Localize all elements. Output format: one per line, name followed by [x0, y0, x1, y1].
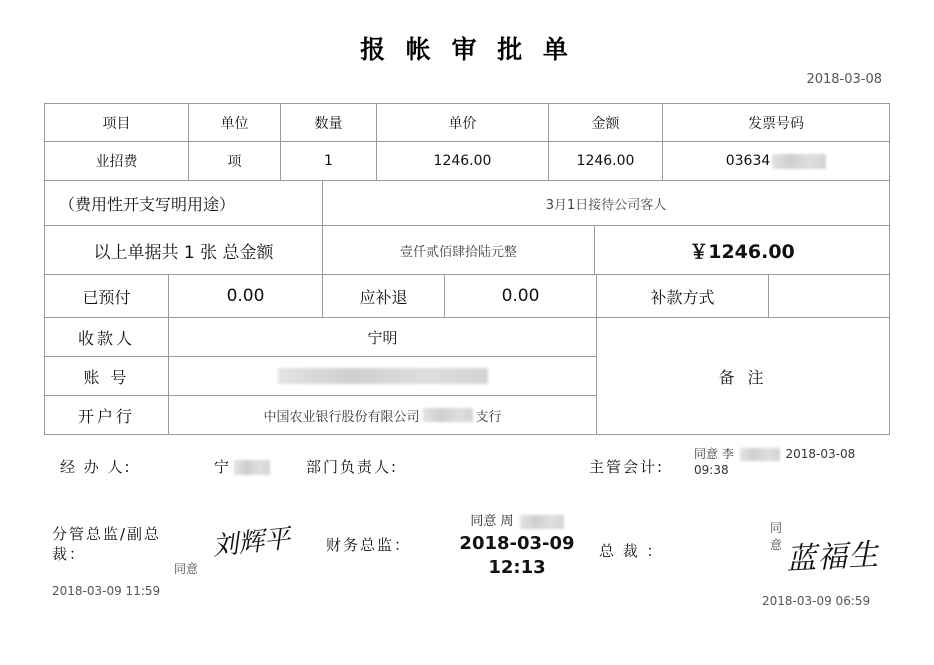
purpose-row [45, 181, 889, 226]
chief-accountant-approval-text: 同意 李 [694, 447, 734, 461]
redaction-bar-cfo [520, 515, 564, 529]
cfo-date: 2018-03-09 [459, 533, 575, 554]
payee-bank-label: 开户行 [45, 396, 169, 434]
column-header-invoice-number: 发票号码 [748, 115, 804, 132]
handler-value [214, 456, 270, 477]
signature-row-primary [44, 442, 904, 492]
handler-name-text: 宁 [214, 458, 230, 476]
invoice-number-text: 03634 [725, 153, 771, 169]
remark-label: 备 注 [718, 367, 768, 387]
approval-table [44, 103, 890, 435]
cfo-label: 财务总监： [326, 536, 412, 554]
handler-label: 经 办 人: [60, 458, 132, 476]
refund-label: 应补退 [323, 275, 445, 317]
redaction-bar-handler [234, 460, 270, 475]
column-header-project: 项目 [45, 104, 189, 141]
settlement-row [45, 275, 889, 318]
vp-agree-text: 同意 [174, 562, 199, 576]
total-label: 以上单据共 1 张 总金额 [45, 226, 323, 274]
total-in-words: 壹仟贰佰肆拾陆元整 [323, 226, 595, 274]
cell-invoice-number [663, 142, 889, 180]
total-amount: ￥1246.00 [689, 240, 795, 263]
total-row [45, 226, 889, 275]
purpose-value: 3月1日接待公司客人 [545, 197, 667, 213]
cell-project: 业招费 [45, 142, 189, 180]
refund-value: 0.00 [445, 275, 597, 317]
cell-unit: 项 [189, 142, 281, 180]
column-header-unit: 单位 [189, 104, 281, 141]
redaction-bar-invoice [772, 154, 826, 169]
vp-signature: 刘辉平 [210, 523, 292, 562]
remark-cell [597, 318, 889, 434]
payee-name-label: 收款人 [45, 318, 169, 356]
payee-name-row [45, 318, 596, 357]
payment-method-label: 补款方式 [597, 275, 769, 317]
redaction-bar-accountant [740, 448, 780, 461]
ceo-signature: 蓝福生 [785, 537, 881, 578]
column-header-quantity: 数量 [281, 104, 377, 141]
cfo-time: 12:13 [488, 557, 546, 578]
chief-accountant-label: 主管会计: [589, 458, 665, 476]
cfo-approval [442, 510, 592, 529]
vp-label: 分管总监/副总裁： [52, 525, 162, 563]
cfo-approval-text: 同意 周 [470, 514, 514, 529]
payee-left-column [45, 318, 597, 434]
table-row [45, 142, 889, 181]
cfo-datetime [442, 532, 592, 580]
column-header-unit-price: 单价 [377, 104, 549, 141]
prepaid-value: 0.00 [169, 275, 323, 317]
vp-date: 2018-03-09 11:59 [52, 584, 161, 598]
chief-accountant-date: 2018-03-08 [785, 447, 856, 461]
column-header-amount: 金额 [549, 104, 663, 141]
payee-account-row [45, 357, 596, 396]
payee-bank-row [45, 396, 596, 434]
signature-row-secondary [44, 502, 904, 622]
payee-block [45, 318, 889, 434]
cell-quantity: 1 [281, 142, 377, 180]
payee-bank-value [169, 396, 596, 434]
payee-account-value [169, 357, 596, 395]
signature-area [44, 430, 904, 630]
ceo-date: 2018-03-09 06:59 [762, 594, 871, 608]
cell-unit-price: 1246.00 [377, 142, 549, 180]
bank-name-prefix: 中国农业银行股份有限公司 [263, 409, 420, 425]
prepaid-label: 已预付 [45, 275, 169, 317]
dept-head-label: 部门负责人: [306, 458, 399, 476]
document-date: 2018-03-08 [806, 72, 882, 87]
purpose-label: （费用性开支写明用途） [45, 181, 323, 225]
payee-account-label: 账 号 [45, 357, 169, 395]
table-header-row [45, 104, 889, 142]
ceo-label: 总 裁 ： [599, 542, 664, 560]
chief-accountant-approval [694, 446, 914, 478]
bank-name-suffix: 支行 [475, 409, 502, 425]
payee-name-value: 宁明 [367, 328, 398, 347]
page-title: 报 帐 审 批 单 [360, 35, 574, 64]
ceo-agree-text: 同意 [770, 521, 783, 552]
payment-method-value [769, 275, 889, 317]
chief-accountant-time: 09:38 [694, 463, 729, 477]
redaction-bar-account [278, 368, 488, 384]
redaction-bar-bank-branch [423, 408, 473, 422]
cell-amount: 1246.00 [549, 142, 663, 180]
